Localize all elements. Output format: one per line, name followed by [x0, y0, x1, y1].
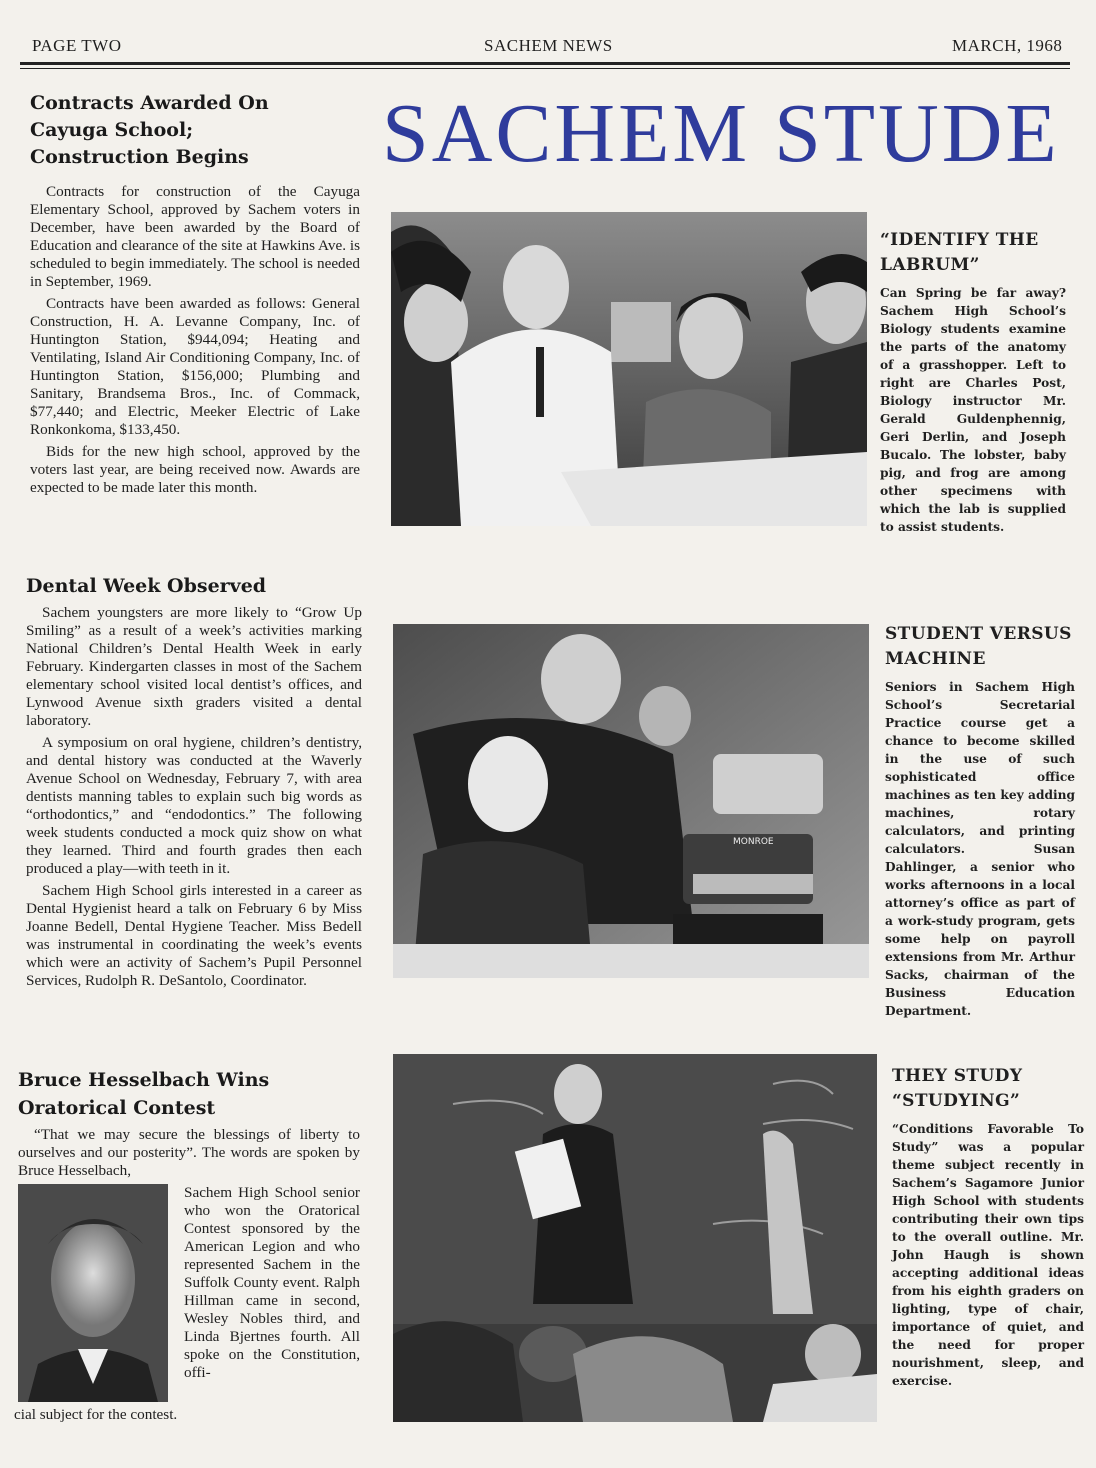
photo-bruce-hesselbach [18, 1184, 168, 1402]
body-cayuga: Contracts for construction of the Cayuga Elementary School, approved by Sachem voters in December, have been awarded by the Board of Education and clearance of the site at Hawkins Ave. is scheduled to begin immediately. The school is needed in September, 1969. Contracts have been awarded as follows: General Construction, H. A. Levanne Company, Inc. of Huntington Station, $944,094; Heating and Ventilating, Island Air Conditioning Company, Inc. of Huntington Station, $156,000; Plumbing and Sanitary, Brandsema Bros., Inc. of Commack, $77,440; and Electric, Meeker Electric of Lake Ronkonkoma, $133,450. Bids for the new high school, approved by the voters last year, are being received now. Awards are expected to be made later this month. [30, 183, 360, 496]
body-oratorical: “That we may secure the blessings of liberty to ourselves and our posterity”. The words are spoken by Bruce Hesselbach, [18, 1126, 360, 1179]
caption-title-1: “IDENTIFY THE LABRUM” [880, 230, 1039, 275]
caption-body-1: Can Spring be far away? Sachem High School’s Biology students examine the parts of the anatomy of a grasshopper. Left to right are Charles Post, Biology instructor Mr. Gerald Guldenphennig, Geri Derlin, and Joseph Bucalo. The lobster, baby pig, and frog are among other specimens with which the lab is supplied to assist students. [880, 286, 1066, 534]
article-cayuga [30, 90, 360, 501]
headline-dental: Dental Week Observed [26, 575, 267, 597]
body-oratorical-wrap: Sachem High School senior who won the Oratorical Contest sponsored by the American Legion and who represented Sachem in the Suffolk County event. Ralph Hillman came in second, Wesley Nobles third, and Linda Bjertnes fourth. All spoke on the Constitution, offi- [184, 1184, 360, 1381]
caption-title-2: STUDENT VERSUS MACHINE [885, 624, 1072, 669]
article-oratorical [18, 1066, 360, 1180]
caption-body-2: Seniors in Sachem High School’s Secretarial Practice course get a chance to become skilled in the use of such sophisticated office machines as ten key adding machines, rotary calculators, and printing calculators. Susan Dahlinger, a senior who works afternoons in a local attorney’s office as part of a work-study program, gets some help on payroll extensions from Mr. Arthur Sacks, chairman of the Business Education Department. [885, 680, 1075, 1018]
body-dental: Sachem youngsters are more likely to “Grow Up Smiling” as a result of a week’s activities marking National Children’s Dental Health Week in early February. Kindergarten classes in most of the Sachem elementary school visited local dentist’s offices, and Lynwood Avenue sixth graders visited a dental laboratory. A symposium on oral hygiene, children’s dentistry, and dental history was conducted at the Waverly Avenue School on Wednesday, February 7, with area dentists manning tables to explain such big words as “orthodontics,” and “endodontics.” The following week students conducted a mock quiz show on what they learned. Third and fourth grades then each produced a play—with teeth in it. Sachem High School girls interested in a career as Dental Hygienist heard a talk on February 6 by Miss Joanne Bedell, Dental Hygiene Teacher. Miss Bedell was instrumental in coordinating the week’s events which were an activity of Sachem’s Pupil Personnel Services, Rudolph R. DeSantolo, Coordinator. [26, 604, 362, 989]
article-dental [26, 572, 362, 994]
body-oratorical-tail: cial subject for the contest. [14, 1406, 178, 1423]
caption-identify-labrum [880, 228, 1066, 536]
photo-classroom-studying [393, 1054, 877, 1422]
headline-cayuga: Contracts Awarded On Cayuga School; Construction Begins [30, 92, 269, 168]
caption-student-versus-machine [885, 622, 1075, 1020]
typewriter-brand-label: MONROE [733, 837, 774, 847]
masthead-rule-thin [20, 68, 1070, 69]
masthead-rule-thick [20, 62, 1070, 65]
issue-date: MARCH, 1968 [952, 36, 1063, 55]
headline-oratorical: Bruce Hesselbach Wins Oratorical Contest [18, 1069, 270, 1119]
caption-they-study-studying [892, 1064, 1084, 1390]
photo-secretarial-practice [393, 624, 869, 978]
section-banner: SACHEM STUDE [382, 87, 1060, 180]
caption-body-3: “Conditions Favorable To Study” was a popular theme subject recently in Sachem’s Sagamore Junior High School with students contributing their own tips to the overall outline. Mr. John Haugh is shown accepting additional ideas from his eighth graders on lighting, type of chair, importance of quiet, and the need for proper nourishment, sleep, and exercise. [892, 1122, 1084, 1388]
publication-name: SACHEM NEWS [484, 36, 613, 55]
photo-biology-lab [391, 212, 867, 526]
caption-title-3: THEY STUDY “STUDYING” [892, 1066, 1023, 1111]
page-number: PAGE TWO [32, 36, 122, 55]
